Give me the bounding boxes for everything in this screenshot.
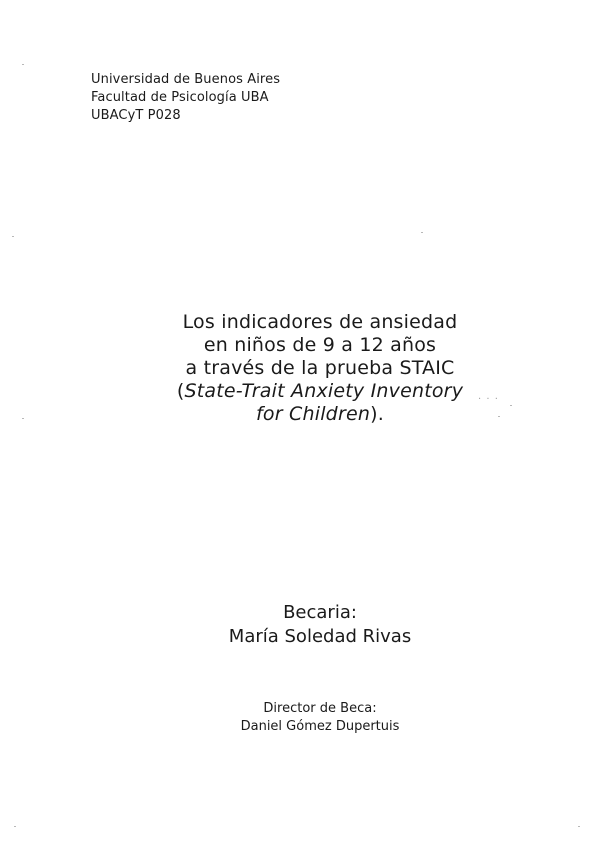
institution-header bbox=[91, 71, 280, 125]
title-line-3: a través de la prueba STAIC bbox=[185, 357, 455, 379]
title-line-4 bbox=[150, 380, 490, 403]
scan-speck bbox=[578, 826, 580, 827]
faculty-name: Facultad de Psicología UBA bbox=[91, 90, 269, 105]
director-section bbox=[150, 700, 490, 736]
director-name: Daniel Gómez Dupertuis bbox=[240, 719, 400, 734]
title-line-2: en niños de 9 a 12 años bbox=[203, 334, 437, 356]
scan-speck bbox=[22, 64, 24, 65]
scholar-section bbox=[150, 601, 490, 649]
title-line-5 bbox=[150, 403, 490, 426]
title-line-1: Los indicadores de ansiedad bbox=[182, 311, 458, 333]
scholar-name: María Soledad Rivas bbox=[228, 626, 412, 647]
scan-speck bbox=[12, 236, 14, 237]
scan-speck bbox=[510, 405, 512, 406]
project-code: UBACyT P028 bbox=[91, 108, 181, 123]
title-close-paren: ). bbox=[370, 403, 384, 425]
scan-speck bbox=[421, 232, 423, 233]
scan-speck bbox=[14, 826, 16, 827]
title-test-name: State-Trait Anxiety Inventory bbox=[184, 380, 464, 402]
title-open-paren: ( bbox=[176, 380, 185, 402]
director-label: Director de Beca: bbox=[263, 701, 377, 716]
scan-dots: · · · bbox=[478, 394, 499, 405]
scholar-label: Becaria: bbox=[283, 602, 357, 623]
scan-speck bbox=[498, 416, 500, 417]
title-test-name-end: for Children bbox=[256, 403, 371, 425]
document-title bbox=[150, 311, 490, 426]
university-name: Universidad de Buenos Aires bbox=[91, 72, 281, 87]
scan-speck bbox=[22, 418, 24, 419]
